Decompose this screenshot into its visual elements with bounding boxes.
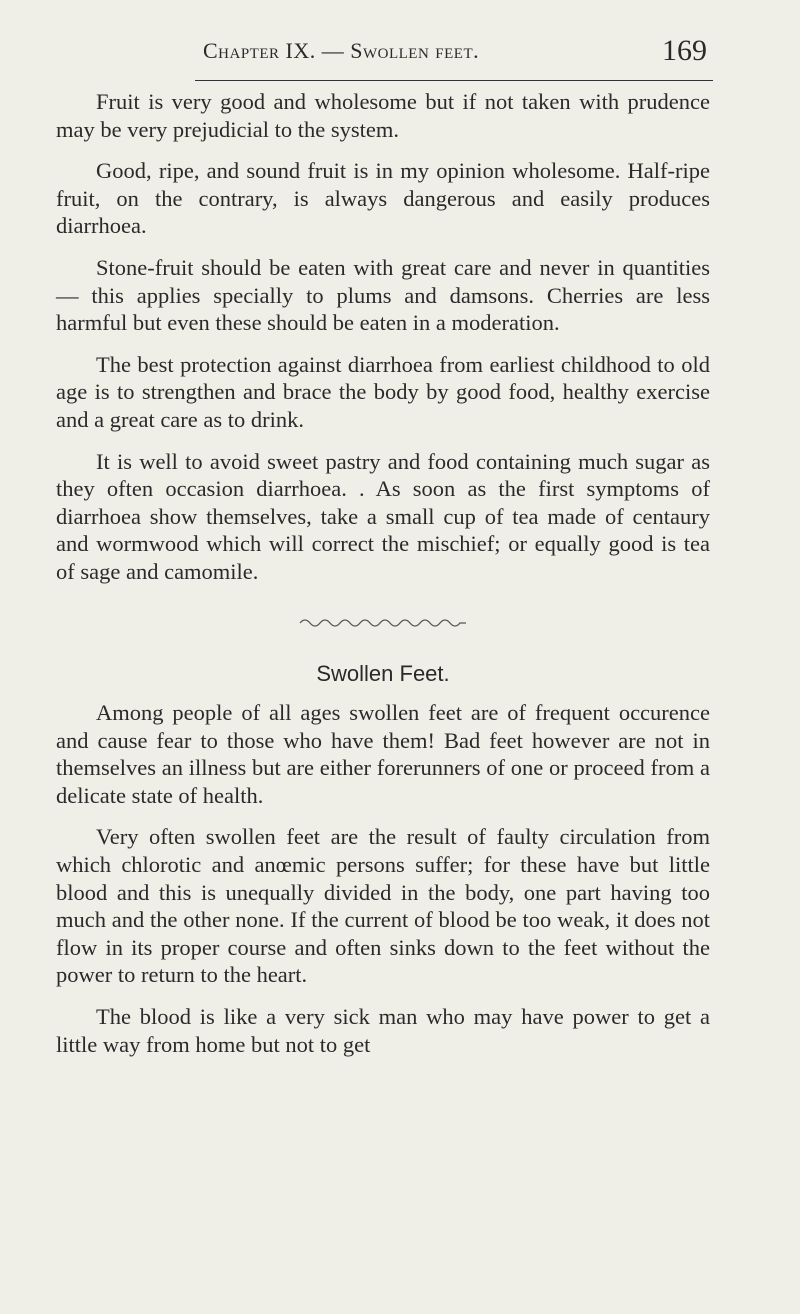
wavy-divider-ornament — [298, 616, 468, 630]
chapter-title: Chapter IX. — Swollen feet. — [203, 38, 480, 63]
running-header — [195, 30, 713, 81]
paragraph-fruit: Fruit is very good and wholesome but if not taken with prudence may be very prejudicial to the system. — [56, 89, 710, 142]
paragraph-circulation: Very often swollen feet are the result of faulty circulation from which chlorotic and anœmic persons suffer; for these have but little blood and this is unequally divided in the body, one part having too much and the other none. If the current of blood be too weak, it does not flow in its proper course and often sinks down to the feet without the power to return to the heart. — [56, 824, 710, 988]
paragraph-sweet-pastry: It is well to avoid sweet pastry and food containing much sugar as they often occasion diarrhoea. . As soon as the first symptoms of diarrhoea show themselves, take a small cup of tea made of centaury and wormwood which will correct the mischief; or equally good is tea of sage and camomile. — [56, 448, 710, 584]
paragraph-blood-analogy: The blood is like a very sick man who may have power to get a little way from home but not to get — [56, 1004, 710, 1057]
body-text — [56, 88, 710, 1072]
section-heading: Swollen Feet. — [316, 660, 450, 686]
paragraph-protection: The best protection against diarrhoea from earliest childhood to old age is to strengthen and brace the body by good food, healthy exercise and a great care as to drink. — [56, 351, 710, 432]
page-number: 169 — [662, 34, 707, 67]
paragraph-swollen-feet-intro: Among people of all ages swollen feet are of frequent occurence and cause fear to those who have them! Bad feet however are not in themselves an illness but are either forerunners of one or proceed from a delicate state of health. — [56, 700, 710, 808]
paragraph-ripe-fruit: Good, ripe, and sound fruit is in my opinion wholesome. Half-ripe fruit, on the contrary, is always dangerous and easily produces diarrhoea. — [56, 158, 710, 239]
paragraph-stone-fruit: Stone-fruit should be eaten with great care and never in quantities — this applies specially to plums and damsons. Cherries are less harmful but even these should be eaten in a moderation. — [56, 254, 710, 336]
